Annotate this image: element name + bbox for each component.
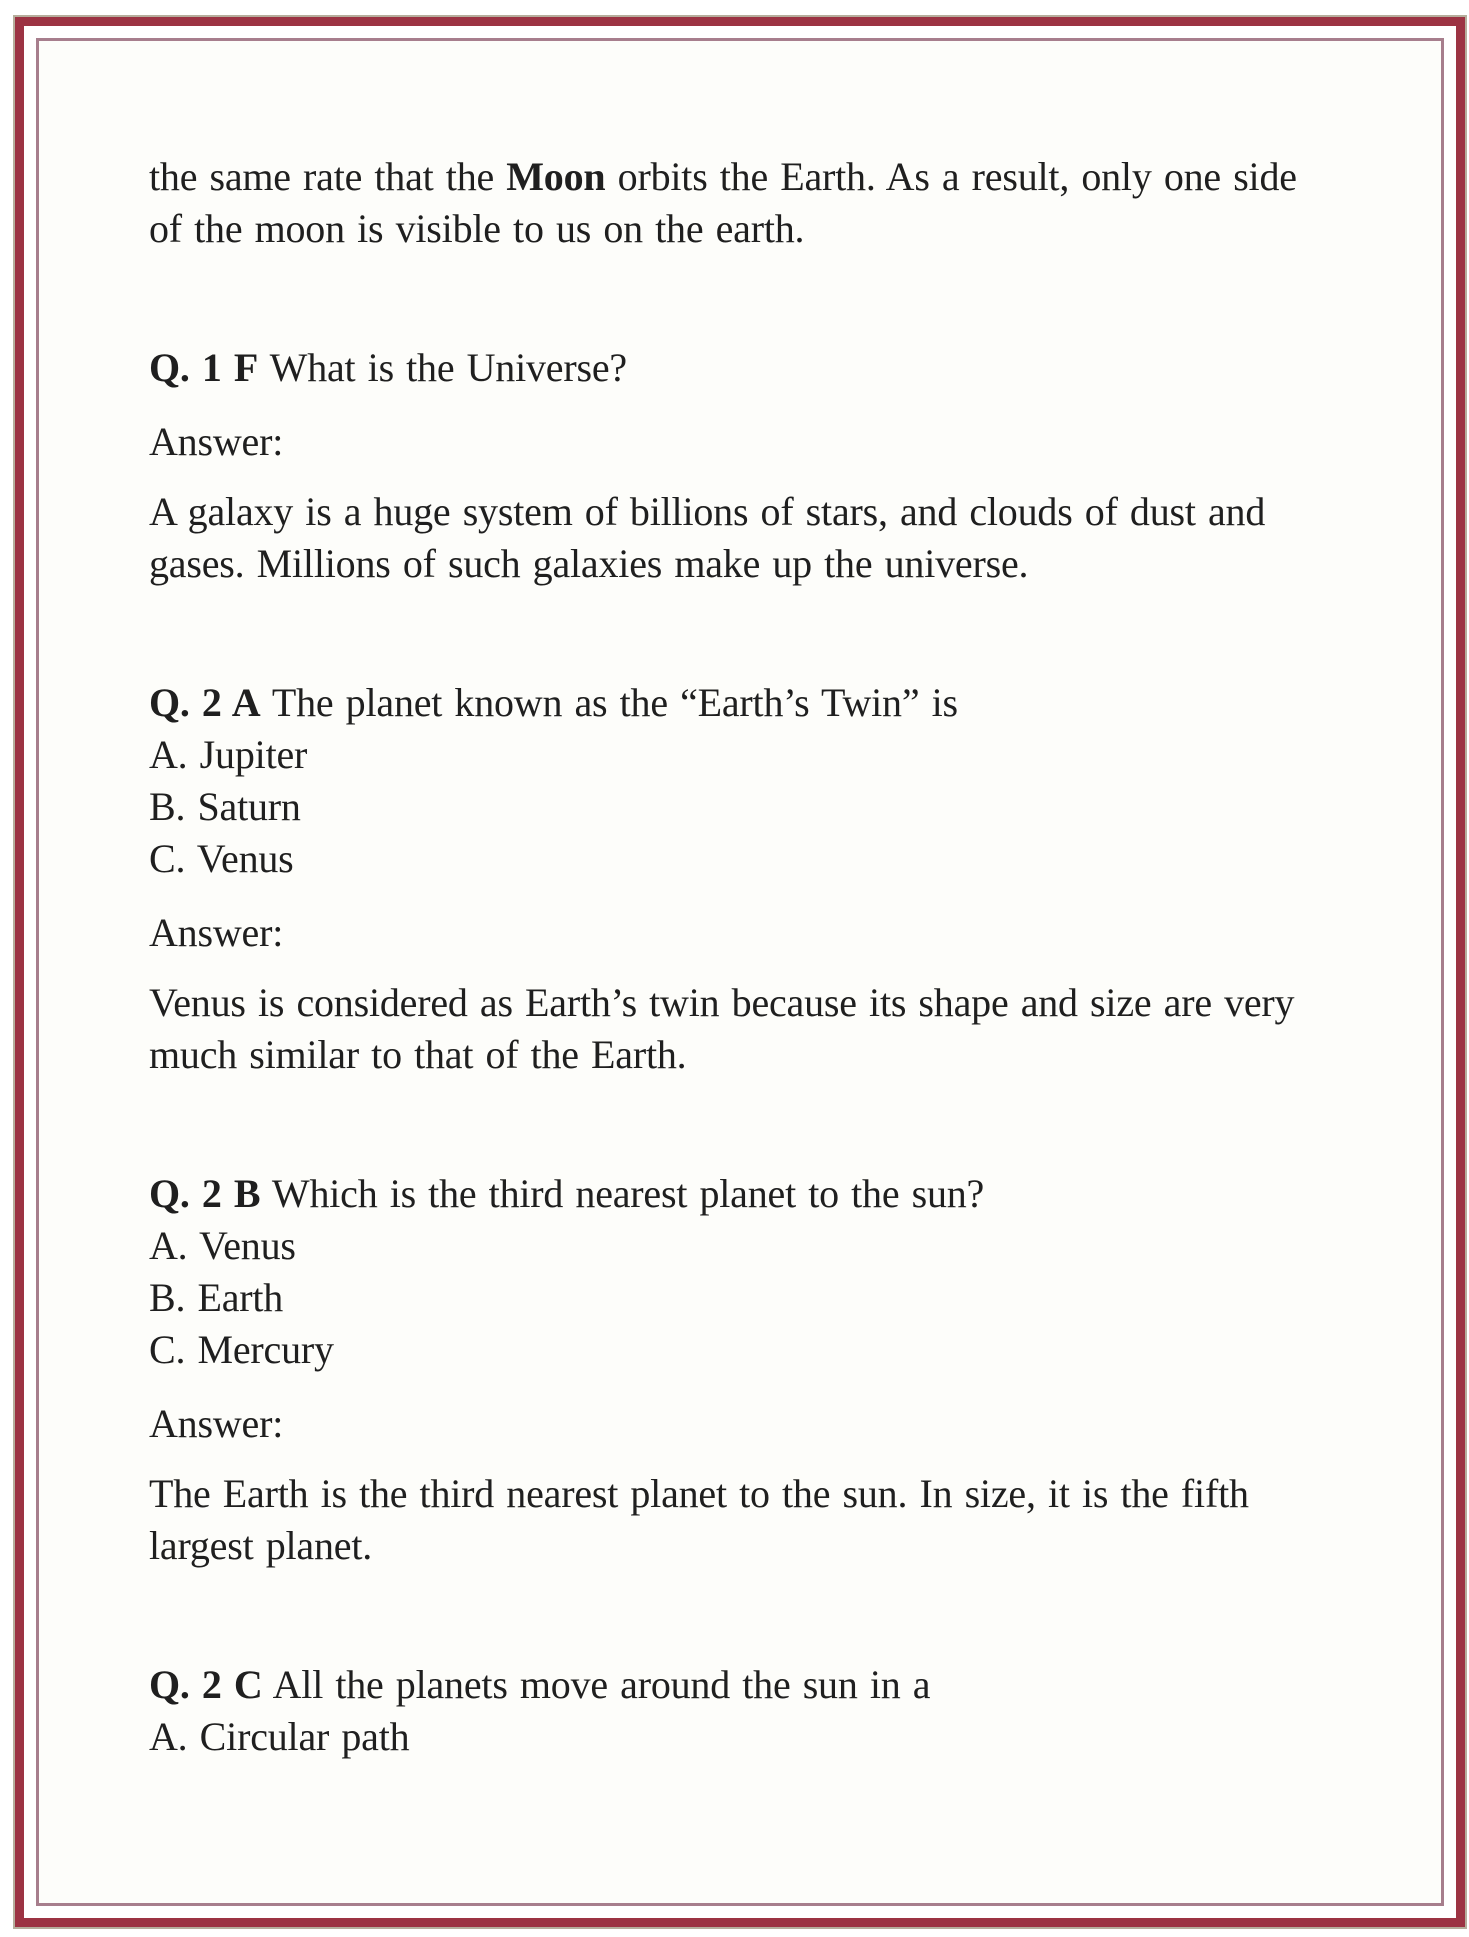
question-q2a-line bbox=[149, 677, 1401, 729]
question-q1f-label: Q. 1 F bbox=[149, 345, 259, 390]
question-q2b bbox=[149, 1168, 1401, 1376]
answer-paragraph-q2b bbox=[149, 1468, 1401, 1572]
answer-q2b-line-1: The Earth is the third nearest planet to the sun. In size, it is the fifth bbox=[149, 1471, 1249, 1516]
answer-q2a-line-2: much similar to that of the Earth. bbox=[149, 1032, 687, 1077]
answer-heading-q1f: Answer: bbox=[149, 419, 284, 464]
question-q2a-label: Q. 2 A bbox=[149, 680, 261, 725]
answer-q1f-line-2: gases. Millions of such galaxies make up the universe. bbox=[149, 541, 1029, 586]
option-q2a-a: A. Jupiter bbox=[149, 732, 308, 777]
question-q1f bbox=[149, 342, 1401, 394]
page-frame-inner-line bbox=[36, 38, 1444, 1906]
question-q2c-text: All the planets move around the sun in a bbox=[262, 1662, 931, 1707]
question-q2a bbox=[149, 677, 1401, 885]
answer-q2b-line-2: largest planet. bbox=[149, 1523, 373, 1568]
page-frame-thick-band bbox=[15, 17, 1465, 1927]
intro-line-1 bbox=[149, 151, 1401, 203]
answer-paragraph-q1f bbox=[149, 486, 1401, 590]
intro-line-2: of the moon is visible to us on the earth. bbox=[149, 206, 805, 251]
intro-paragraph bbox=[149, 151, 1401, 255]
option-q2a-b: B. Saturn bbox=[149, 784, 301, 829]
page-frame-outer-line bbox=[13, 15, 1467, 1929]
page-frame-gap bbox=[33, 35, 1447, 1909]
question-q2b-label: Q. 2 B bbox=[149, 1171, 261, 1216]
option-q2c-a: A. Circular path bbox=[149, 1714, 410, 1759]
question-q2b-text: Which is the third nearest planet to the sun? bbox=[260, 1171, 985, 1216]
question-q2b-line bbox=[149, 1168, 1401, 1220]
answer-q2a-line-1: Venus is considered as Earth’s twin because its shape and size are very bbox=[149, 980, 1295, 1025]
option-q2b-b: B. Earth bbox=[149, 1275, 284, 1320]
intro-bold-moon: Moon bbox=[506, 154, 606, 199]
question-q2a-text: The planet known as the “Earth’s Twin” is bbox=[260, 680, 958, 725]
option-q2a-c: C. Venus bbox=[149, 836, 294, 881]
option-q2b-a: A. Venus bbox=[149, 1223, 296, 1268]
option-q2b-c: C. Mercury bbox=[149, 1327, 334, 1372]
question-q2c-label: Q. 2 C bbox=[149, 1662, 263, 1707]
answer-heading-q2a: Answer: bbox=[149, 910, 284, 955]
intro-text-cont: orbits the Earth. As a result, only one side bbox=[605, 154, 1297, 199]
intro-text: the same rate that the bbox=[149, 154, 507, 199]
answer-q1f-line-1: A galaxy is a huge system of billions of stars, and clouds of dust and bbox=[149, 489, 1266, 534]
question-q2c-line bbox=[149, 1659, 1401, 1711]
question-q1f-line bbox=[149, 342, 1401, 394]
question-q2c bbox=[149, 1659, 1401, 1763]
page-content bbox=[39, 41, 1441, 1903]
question-q1f-text: What is the Universe? bbox=[258, 345, 627, 390]
answer-paragraph-q2a bbox=[149, 977, 1401, 1081]
answer-heading-q2b: Answer: bbox=[149, 1401, 284, 1446]
